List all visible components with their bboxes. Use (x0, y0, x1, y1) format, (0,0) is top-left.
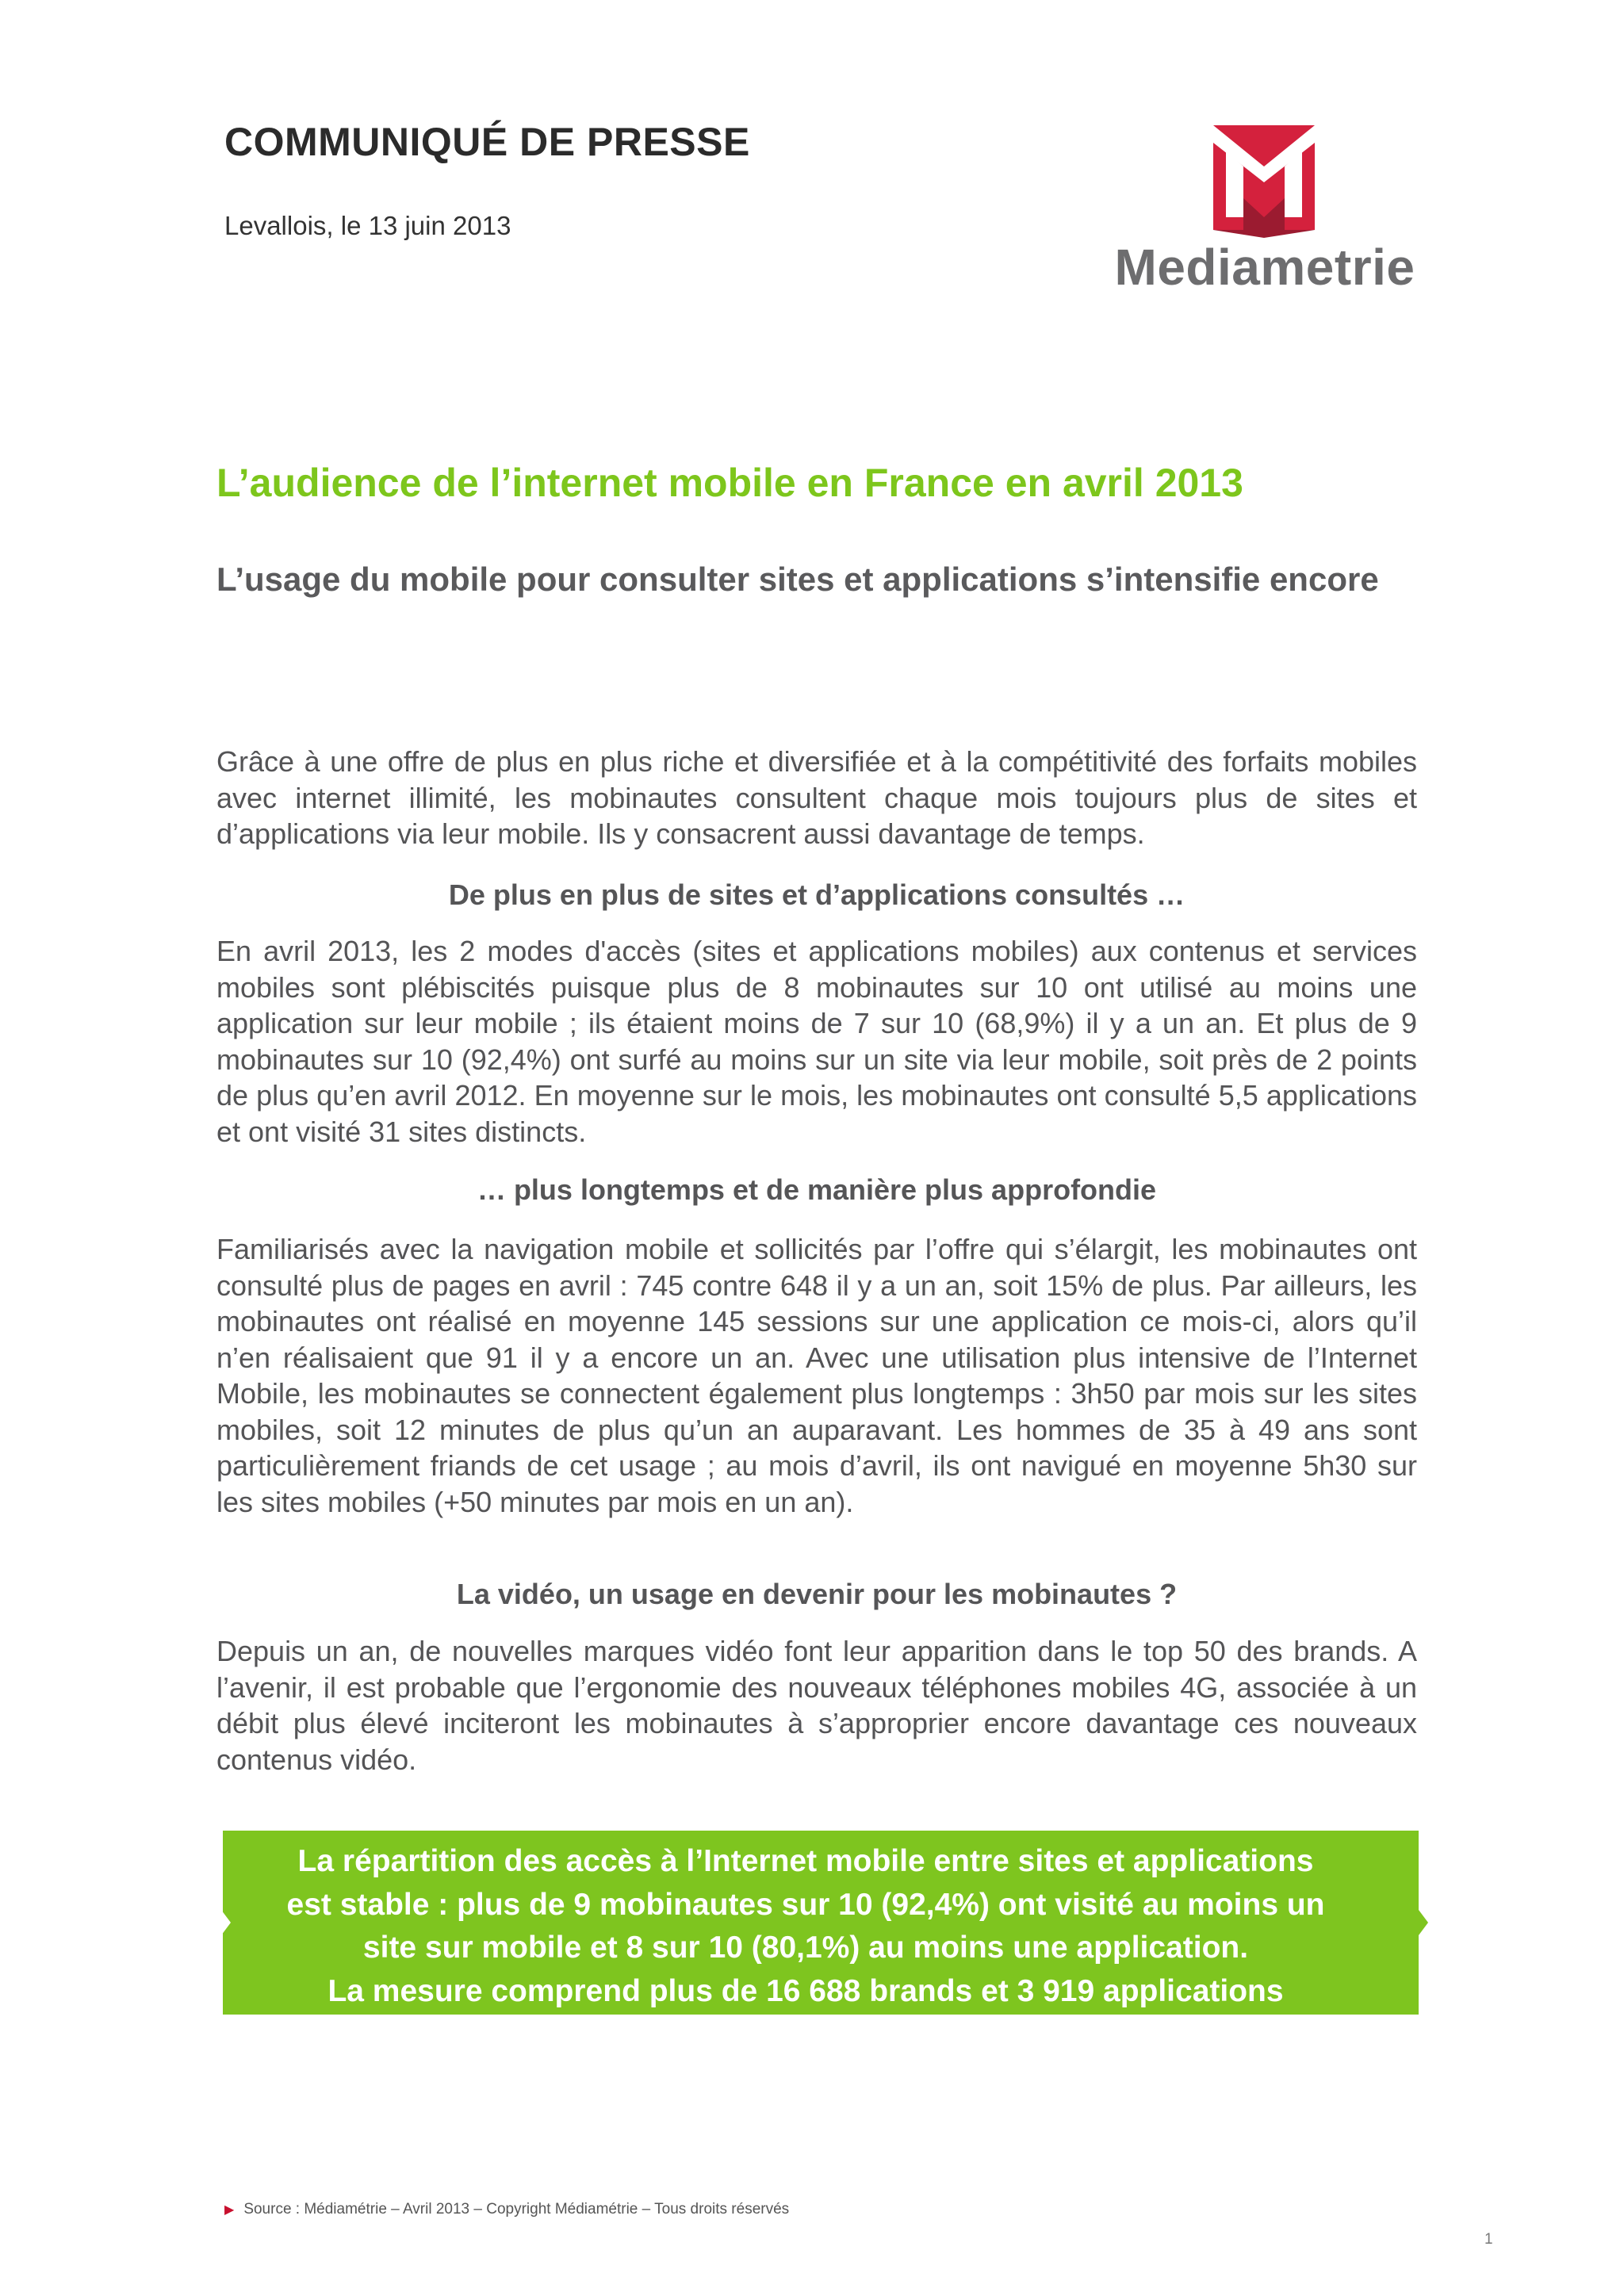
banner-line: site sur mobile et 8 sur 10 (80,1%) au moins une application. (362, 1931, 1249, 1965)
section-heading-video: La vidéo, un usage en devenir pour les mobinautes ? (456, 1578, 1178, 1610)
main-headline: L’audience de l’internet mobile en France en avril 2013 (216, 461, 1243, 505)
intro-paragraph: Grâce à une offre de plus en plus riche et diversifiée et à la compétitivité des forfaits mobiles avec internet illimité, les mobinautes consultent chaque mois toujours plus de sites et d’applications via leur mobile. Ils y consacrent aussi davantage de temps. (216, 745, 1417, 850)
section-heading-duration: … plus longtemps et de manière plus approfondie (477, 1173, 1157, 1206)
footer-source-text: Source : Médiamétrie – Avril 2013 – Copyright Médiamétrie – Tous droits réservés (243, 2201, 790, 2218)
mediametrie-logo (1110, 119, 1419, 301)
section-paragraph-sites: En avril 2013, les 2 modes d'accès (sites et applications mobiles) aux contenus et services mobiles sont plébiscités puisque plus de 8 mobinautes sur 10 ont utilisé au moins une application sur leur mobile ; ils étaient moins de 7 sur 10 (68,9%) il y a un an. Et plus de 9 mobinautes sur 10 (92,4%) ont surfé au moins sur un site via leur mobile, soit près de 2 points de plus qu’en avril 2012. En moyenne sur le mois, les mobinautes ont consulté 5,5 applications et ont visité 31 sites distincts. (216, 935, 1417, 1148)
press-release-title: COMMUNIQUÉ DE PRESSE (224, 120, 750, 164)
section-paragraph-video: Depuis un an, de nouvelles marques vidéo font leur apparition dans le top 50 des brands. A l’avenir, il est probable que l’ergonomie des nouveaux téléphones mobiles 4G, associée à un débit plus élevé inciteront les mobinautes à s’approprier encore davantage ces nouveaux contenus vidéo. (216, 1635, 1417, 1776)
footer-source (224, 2201, 789, 2218)
press-release-date: Levallois, le 13 juin 2013 (224, 211, 511, 240)
mediametrie-m-icon (1110, 119, 1419, 238)
banner-line: La répartition des accès à l’Internet mobile entre sites et applications (297, 1844, 1314, 1878)
banner-notch-right (1419, 1910, 1428, 1935)
section-heading-sites: De plus en plus de sites et d’applications consultés … (448, 878, 1185, 911)
banner-line: est stable : plus de 9 mobinautes sur 10 (92,4%) ont visité au moins un (286, 1887, 1325, 1922)
key-figures-banner (223, 1831, 1419, 2015)
sub-headline: L’usage du mobile pour consulter sites et applications s’intensifie encore (216, 561, 1379, 598)
section-paragraph-duration: Familiarisés avec la navigation mobile et sollicités par l’offre qui s’élargit, les mobinautes ont consulté plus de pages en avril : 745 contre 648 il y a un an, soit 15% de plus. Par ailleurs, les mobinautes ont réalisé en moyenne 145 sessions sur une application ce mois-ci, alors qu’il n’en réalisaient que 91 il y a encore un an. Avec une utilisation plus intensive de l’Internet Mobile, les mobinautes se connectent également plus longtemps : 3h50 par mois sur les sites mobiles, soit 12 minutes de plus qu’un an auparavant. Les hommes de 35 à 49 ans sont particulièrement friands de cet usage ; au mois d’avril, ils ont navigué en moyenne 5h30 sur les sites mobiles (+50 minutes par mois en un an). (216, 1233, 1417, 1518)
banner-notch-left (221, 1910, 231, 1935)
logo-wordmark: Mediametrie (1114, 239, 1415, 296)
triangle-bullet-icon: ▶ (224, 2203, 235, 2217)
page-number: 1 (1484, 2231, 1493, 2248)
banner-text (239, 1840, 1373, 2013)
banner-line: La mesure comprend plus de 16 688 brands et 3 919 applications (327, 1973, 1284, 2008)
